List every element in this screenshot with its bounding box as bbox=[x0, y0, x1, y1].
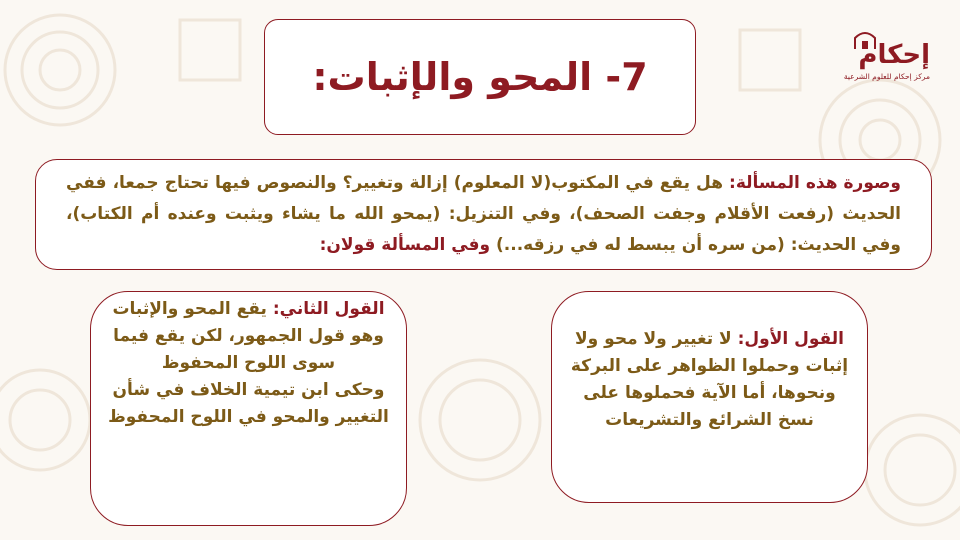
opinion-one-lead: القول الأول: bbox=[737, 329, 844, 349]
intro-tail: وفي المسألة قولان: bbox=[319, 235, 491, 255]
opinion-one-box bbox=[551, 291, 868, 503]
slide-title: 7- المحو والإثبات: bbox=[312, 55, 648, 99]
logo bbox=[843, 24, 934, 94]
intro-body: هل يقع في المكتوب(لا المعلوم) إزالة وتغيير؟ والنصوص فيها تحتاج جمعا، ففي الحديث (رفعت الأقلام وجفت الصحف)، وفي التنزيل: (يمحو الله ما يشاء ويثبت وعنده أم الكتاب)، وفي الحديث: (من سره أن يبسط له في رزقه...) bbox=[66, 173, 901, 255]
opinion-two-box bbox=[90, 291, 407, 526]
logo-subtitle: مركز إحكام للعلوم الشرعية bbox=[843, 72, 930, 81]
opinion-two-lead: القول الثاني: bbox=[272, 299, 385, 319]
intro-box bbox=[35, 159, 932, 270]
opinion-one-body: لا تغيير ولا محو ولا إثبات وحملوا الظواهر على البركة ونحوها، أما الآية فحملوها على نسخ الشرائع والتشريعات bbox=[570, 329, 849, 430]
title-box bbox=[264, 19, 696, 135]
opinion-two-text bbox=[107, 296, 390, 377]
opinion-two-body: يقع المحو والإثبات وهو قول الجمهور، لكن يقع فيما سوى اللوح المحفوظ bbox=[112, 299, 384, 373]
logo-name: إحكام bbox=[858, 40, 930, 70]
intro-lead: وصورة هذه المسألة: bbox=[729, 173, 901, 193]
opinion-one-text bbox=[568, 326, 851, 434]
opinion-two-extra: وحكى ابن تيمية الخلاف في شأن التغيير والمحو في اللوح المحفوظ bbox=[108, 380, 389, 427]
intro-text bbox=[66, 168, 901, 261]
